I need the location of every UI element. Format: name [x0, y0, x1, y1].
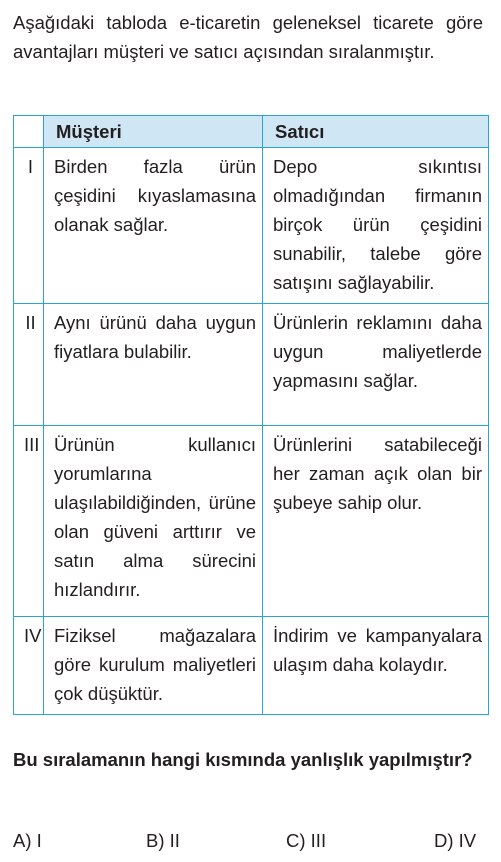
musteri-cell: Fiziksel mağazalara göre kurulum maliyetleri çok düşüktür.: [44, 617, 263, 715]
table-header-row: [14, 116, 489, 148]
option-a[interactable]: A) I: [13, 830, 42, 851]
question-intro: Aşağıdaki tabloda e-ticaretin geleneksel ticarete göre avantajları müşteri ve satıcı açısından sıralanmıştır.: [13, 12, 483, 62]
satici-cell: Depo sıkıntısı olmadığından firmanın birçok ürün çeşidini sunabilir, talebe göre satışını sağlayabilir.: [263, 148, 489, 304]
answer-options: [13, 828, 488, 854]
musteri-cell: Ürünün kullanıcı yorumlarına ulaşılabildiğinden, ürüne olan güveni arttırır ve satın alma sürecini hızlandırır.: [44, 426, 263, 617]
table-row: [14, 426, 489, 617]
option-b[interactable]: B) II: [146, 830, 180, 851]
satici-cell: Ürünlerini satabileceği her zaman açık olan bir şubeye sahip olur.: [263, 426, 489, 617]
row-numeral: I: [14, 148, 44, 304]
header-blank-cell: [14, 116, 44, 148]
header-satici: Satıcı: [263, 116, 489, 148]
table-row: [14, 304, 489, 426]
header-musteri: Müşteri: [44, 116, 263, 148]
table-row: [14, 148, 489, 304]
table-row: [14, 617, 489, 715]
musteri-cell: Birden fazla ürün çeşidini kıyaslamasına olanak sağlar.: [44, 148, 263, 304]
row-numeral: III: [14, 426, 44, 617]
question-stem: Bu sıralamanın hangi kısmında yanlışlık yapılmıştır?: [13, 749, 473, 770]
row-numeral: II: [14, 304, 44, 426]
advantages-table: [13, 115, 489, 715]
satici-cell: Ürünlerin reklamını daha uygun maliyetlerde yapmasını sağlar.: [263, 304, 489, 426]
option-c[interactable]: C) III: [286, 830, 327, 851]
option-d[interactable]: D) IV: [434, 830, 477, 851]
musteri-cell: Aynı ürünü daha uygun fiyatlara bulabilir.: [44, 304, 263, 426]
row-numeral: IV: [14, 617, 44, 715]
satici-cell: İndirim ve kampanyalara ulaşım daha kolaydır.: [263, 617, 489, 715]
